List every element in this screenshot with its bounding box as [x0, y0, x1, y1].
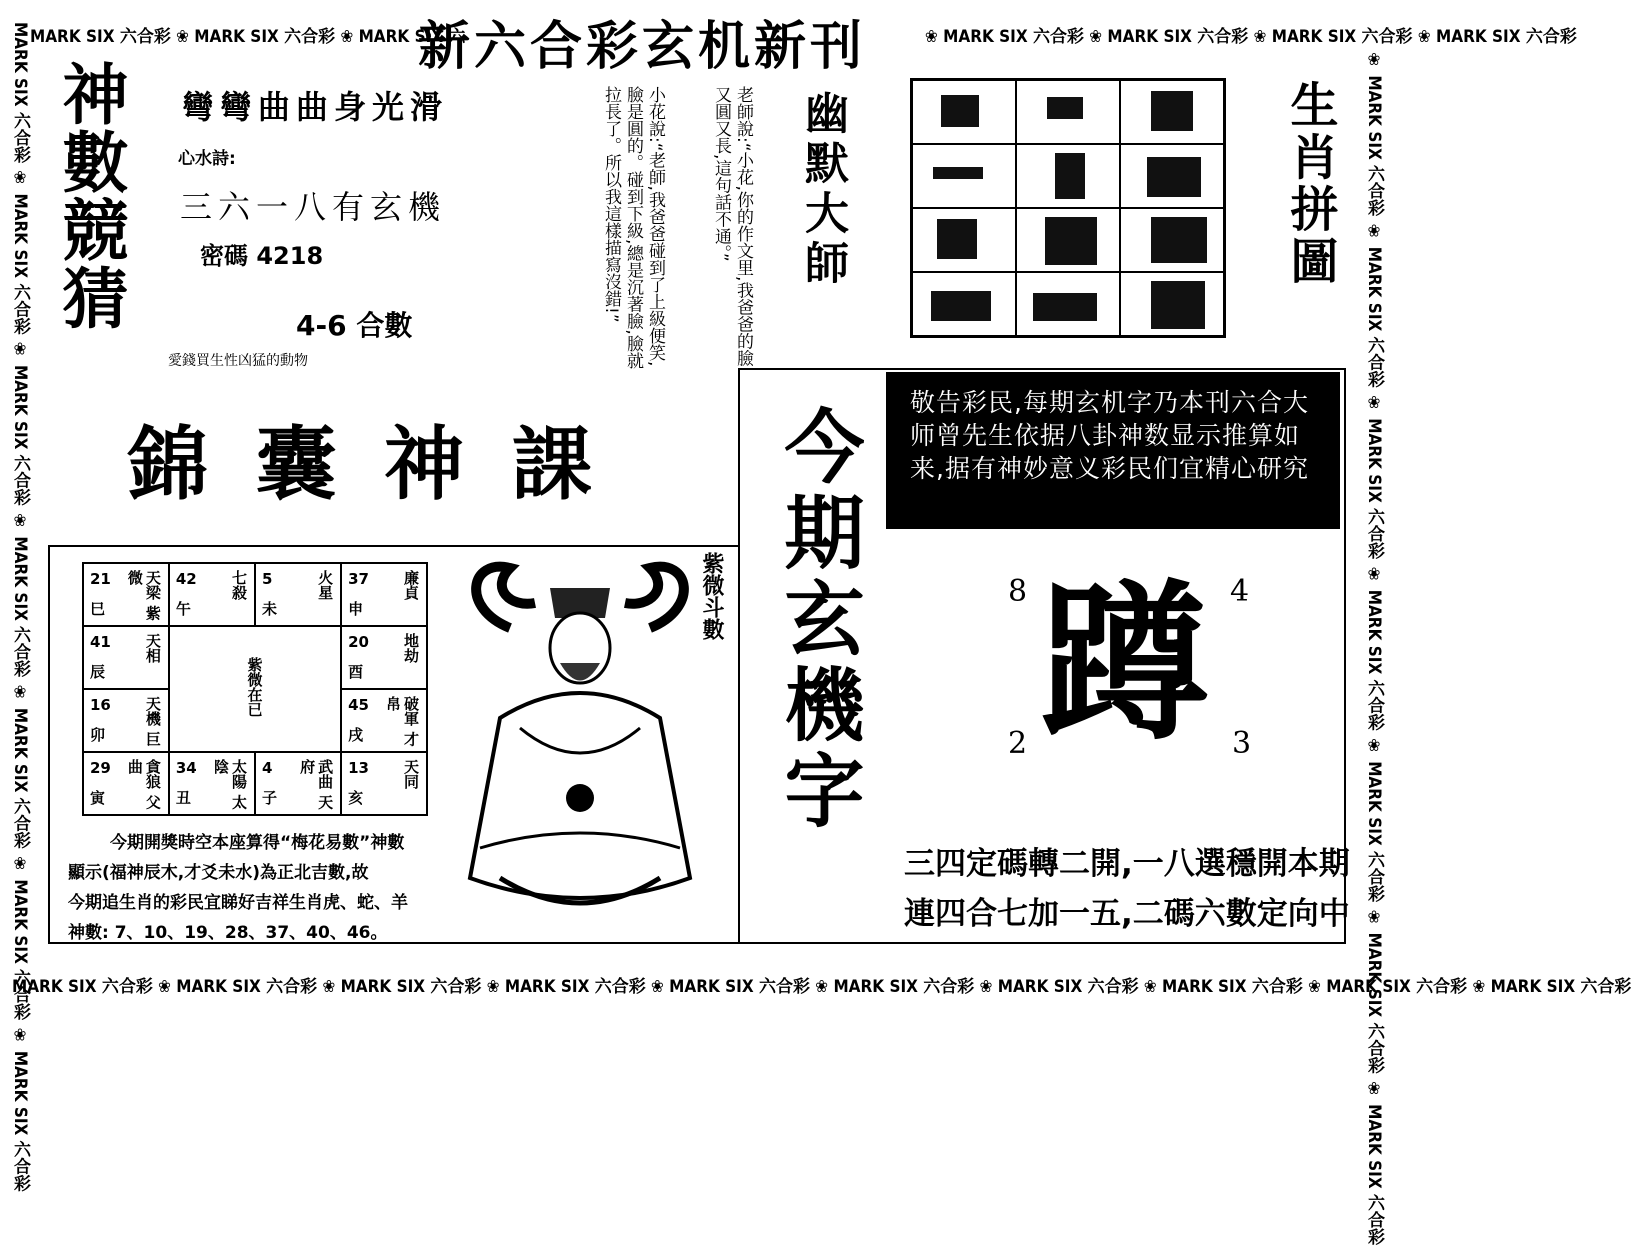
humor-xiaohua: 小花說:“老師,我爸爸碰到了上級便笑,臉是圓的。碰到下級,總是沉著臉,臉就拉長了。所以我這樣描寫沒錯!” [601, 86, 665, 369]
puzzle-piece [1016, 272, 1120, 336]
puzzle-piece [912, 80, 1016, 144]
code-line [200, 236, 323, 271]
ziwei-chart [82, 562, 428, 816]
number-bottom-right: 3 [1232, 726, 1252, 761]
masthead-title: 新六合彩玄机新刊 [418, 16, 867, 77]
chart-cell: 42 午 七殺 [169, 563, 255, 626]
chart-cell: 37 申 廉貞 [341, 563, 427, 626]
chart-cell: 29 寅 貪狼 父曲 [83, 752, 169, 815]
chart-cell: 4 子 武曲 天府 [255, 752, 341, 815]
notice-panel [886, 372, 1340, 529]
number-top-right: 4 [1230, 574, 1250, 609]
puzzle-piece [1016, 208, 1120, 272]
jinnang-heading: 錦囊神課 [128, 417, 640, 511]
xuanji-character: 蹲 [1040, 564, 1211, 764]
code-label: 密碼 [200, 242, 248, 270]
chart-cell: 41 辰 天相 [83, 626, 169, 689]
border-top-right: ❀ MARK SIX 六合彩 ❀ MARK SIX 六合彩 ❀ MARK SIX 六合彩 ❀ MARK SIX 六合彩 [925, 27, 1577, 47]
shenshu-heading: 神數競猜 [51, 60, 129, 332]
zodiac-heading: 生肖拼圖 [1282, 80, 1338, 288]
chart-cell: 16 卯 天機 巨 [83, 689, 169, 752]
figure-caption: 紫微斗數 [699, 552, 725, 640]
humor-heading: 幽默大師 [797, 90, 848, 290]
riddle-line: 彎彎曲曲身光滑 [182, 88, 449, 126]
chart-cell: 20 酉 地劫 [341, 626, 427, 689]
puzzle-piece [1120, 144, 1224, 208]
puzzle-piece [912, 208, 1016, 272]
border-top-left: MARK SIX 六合彩 ❀ MARK SIX 六合彩 ❀ MARK SIX 六 [30, 27, 466, 47]
chart-cell: 34 丑 太陽 太陰 [169, 752, 255, 815]
poem-line: 三六一八有玄機 [180, 188, 447, 226]
number-top-left: 8 [1008, 574, 1028, 609]
verse-line-1: 三四定碼轉二開,一八選穩開本期 [904, 846, 1350, 882]
chart-cell: 45 戌 破軍 才帛 [341, 689, 427, 752]
puzzle-piece [1120, 272, 1224, 336]
border-left: MARK SIX 六合彩 ❀ MARK SIX 六合彩 ❀ MARK SIX 六合彩 ❀ MARK SIX 六合彩 ❀ MARK SIX 六合彩 ❀ MARK SIX 六合彩 ❀ MARK SIX 六合彩 [10, 22, 30, 1192]
notice-text: 敬告彩民,每期玄机字乃本刊六合大师曾先生依据八卦神数显示推算如来,据有神妙意义彩民们宜精心研究 [910, 388, 1309, 483]
border-right: ❀ MARK SIX 六合彩 ❀ MARK SIX 六合彩 ❀ MARK SIX 六合彩 ❀ MARK SIX 六合彩 ❀ MARK SIX 六合彩 ❀ MARK SIX 六合彩 ❀ MARK SIX 六合彩 [1364, 50, 1384, 1245]
puzzle-piece [1120, 208, 1224, 272]
puzzle-piece [1016, 80, 1120, 144]
puzzle-piece [912, 272, 1016, 336]
hint-line: 4-6 合數 [296, 309, 413, 342]
chart-cell: 5 未 火星 [255, 563, 341, 626]
number-bottom-left: 2 [1008, 726, 1028, 761]
puzzle-piece [1016, 144, 1120, 208]
code-value: 4218 [256, 242, 324, 270]
humor-teacher: 老師說:“小花,你的作文里,我爸爸的臉又圓又長,這句話不通。” [711, 86, 753, 367]
chart-cell: 13 亥 天同 [341, 752, 427, 815]
border-bottom: MARK SIX 六合彩 ❀ MARK SIX 六合彩 ❀ MARK SIX 六合彩 ❀ MARK SIX 六合彩 ❀ MARK SIX 六合彩 ❀ MARK SIX 六合彩 ❀ MARK SIX 六合彩 ❀ MARK SIX 六合彩 ❀ MARK SIX 六合彩 ❀ MARK SIX 六合彩 [12, 977, 1631, 997]
chart-cell: 21 巳 天梁 紫微 [83, 563, 169, 626]
zodiac-puzzle-grid [910, 78, 1226, 338]
puzzle-piece [1120, 80, 1224, 144]
chart-paragraph: 今期開獎時空本座算得“梅花易數”神數 顯示(福神辰木,才爻未水)為正北吉數,故 今期追生肖的彩民宜睇好吉祥生肖虎、蛇、羊 神數: 7、10、19、28、37、40、46。 [68, 833, 408, 943]
chart-center: 紫微在已 [169, 626, 341, 752]
deity-figure-illustration [440, 548, 730, 933]
xuanji-heading: 今期玄機字 [771, 405, 865, 835]
poem-label: 心水詩: [178, 149, 236, 169]
puzzle-piece [912, 144, 1016, 208]
verse-line-2: 連四合七加一五,二碼六數定向中 [904, 896, 1350, 932]
hint-note: 愛錢買生性凶猛的動物 [168, 353, 308, 369]
